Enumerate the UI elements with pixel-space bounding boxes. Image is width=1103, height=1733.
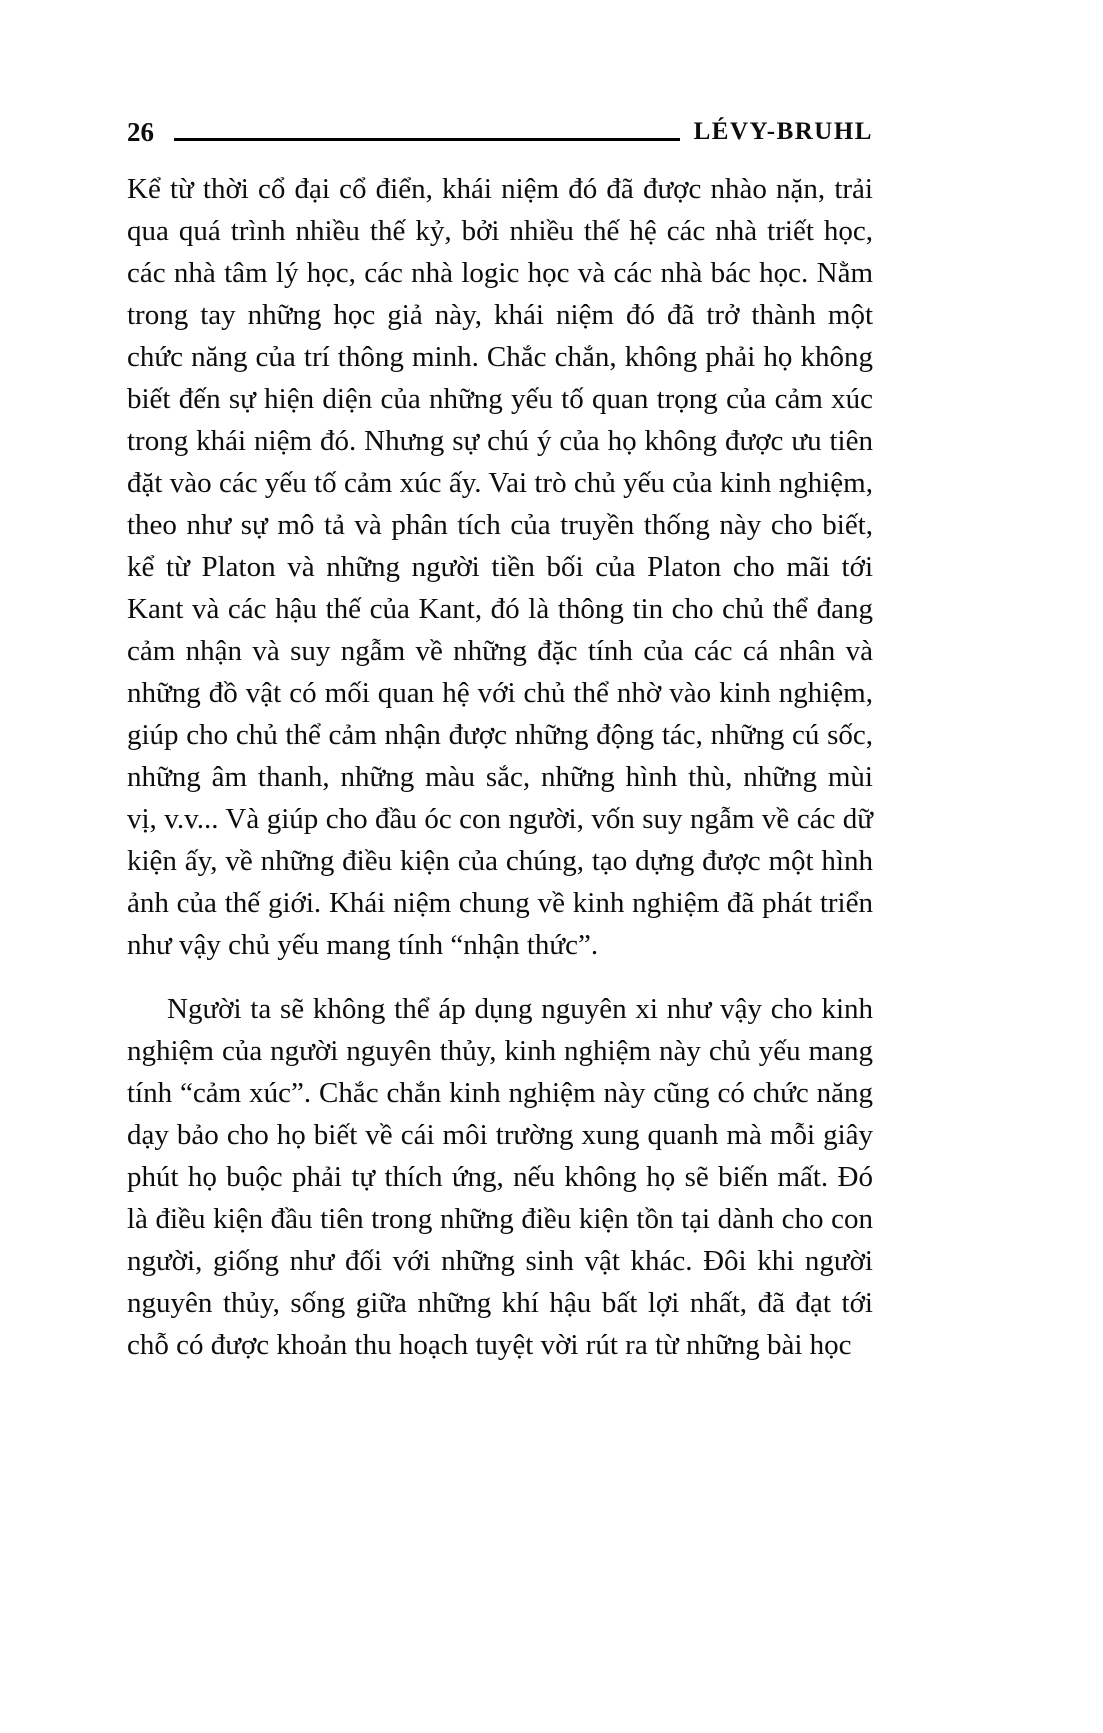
paragraph: Người ta sẽ không thể áp dụng nguyên xi như vậy cho kinh nghiệm của người nguyên thủy, kinh nghiệm này chủ yếu mang tính “cảm xúc”. Chắc chắn kinh nghiệm này cũng có chức năng dạy bảo cho họ biết về cái môi trường xung quanh mà mỗi giây phút họ buộc phải tự thích ứng, nếu không họ sẽ biến mất. Đó là điều kiện đầu tiên trong những điều kiện tồn tại dành cho con người, giống như đối với những sinh vật khác. Đôi khi người nguyên thủy, sống giữa những khí hậu bất lợi nhất, đã đạt tới chỗ có được khoản thu hoạch tuyệt vời rút ra từ những bài học xyxy=(127,993,873,1361)
header-rule xyxy=(174,138,680,141)
page-number: 26 xyxy=(127,117,154,147)
running-title: LÉVY-BRUHL xyxy=(693,118,873,145)
page-body xyxy=(127,168,873,1366)
paragraph: Kể từ thời cổ đại cổ điển, khái niệm đó đã được nhào nặn, trải qua quá trình nhiều thế kỷ, bởi nhiều thế hệ các nhà triết học, các nhà tâm lý học, các nhà logic học và các nhà bác học. Nằm trong tay những học giả này, khái niệm đó đã trở thành một chức năng của trí thông minh. Chắc chắn, không phải họ không biết đến sự hiện diện của những yếu tố quan trọng của cảm xúc trong khái niệm đó. Nhưng sự chú ý của họ không được ưu tiên đặt vào các yếu tố cảm xúc ấy. Vai trò chủ yếu của kinh nghiệm, theo như sự mô tả và phân tích của truyền thống này cho biết, kể từ Platon và những người tiền bối của Platon cho mãi tới Kant và các hậu thế của Kant, đó là thông tin cho chủ thể đang cảm nhận và suy ngẫm về những đặc tính của các cá nhân và những đồ vật có mối quan hệ với chủ thể nhờ vào kinh nghiệm, giúp cho chủ thể cảm nhận được những động tác, những cú sốc, những âm thanh, những màu sắc, những hình thù, những mùi vị, v.v... Và giúp cho đầu óc con người, vốn suy ngẫm về các dữ kiện ấy, về những điều kiện của chúng, tạo dựng được một hình ảnh của thế giới. Khái niệm chung về kinh nghiệm đã phát triển như vậy chủ yếu mang tính “nhận thức”. xyxy=(127,173,873,961)
page-header xyxy=(127,116,873,148)
